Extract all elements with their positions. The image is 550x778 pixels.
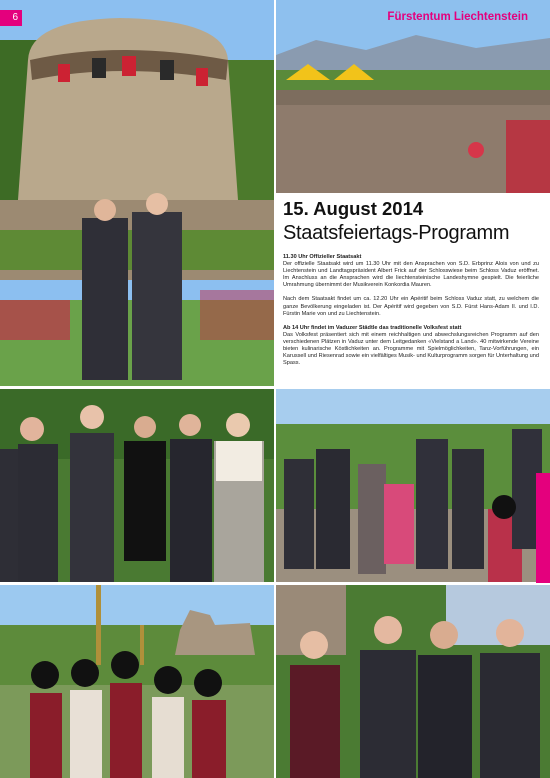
section-1-heading: 11.30 Uhr Offizieller Staatsakt bbox=[283, 254, 362, 260]
section-1-text: Der offizielle Staatsakt wird um 11.30 Uhr mit den Ansprachen von S.D. Erbprinz Alois von und zu Liechtenstein und Landtagspräsident Albert Frick auf der Schlosswiese beim Schloss Vaduz eröffnet. Im Anschluss an die Ansprachen wird die liechtensteinische Landeshymne gespielt. Die feierliche Umrahmung übernimmt der Musikverein Konkordia Mauren. bbox=[283, 261, 539, 289]
section-2-text: Nach dem Staatsakt findet um ca. 12.20 Uhr ein Apéritif beim Schloss Vaduz statt, zu welchem die ganze Bevölkerung eingeladen ist. Der Apéritif wird gegeben von S.D. Fürst Hans-Adam II. und I.D. Fürstin Marie von und zu Liechtenstein. bbox=[283, 296, 539, 317]
section-3 bbox=[283, 325, 539, 368]
article-body bbox=[283, 254, 539, 367]
women-in-traditional-dress-photo bbox=[0, 585, 274, 778]
section-1 bbox=[283, 254, 539, 289]
guests-with-drinks-photo bbox=[276, 585, 550, 778]
section-3-text: Das Volksfest präsentiert sich mit einem reichhaltigen und abwechslungsreichen Programm auf den verschiedenen Plätzen in Vaduz unter dem Leitgedanken «Vielstand a Land». 40 mitwirkende Vereine bieten kulinarische Köstlichkeiten an. Programme mit Spielmöglichkeiten, Tanz-Vorführungen, ein Karussell und Riesenrad sowie ein vielfältiges Musik- und Kulturprogramm sorgen für Unterhaltung und Spass. bbox=[283, 331, 539, 367]
section-2 bbox=[283, 296, 539, 317]
procession-photo bbox=[276, 389, 550, 582]
page-number: 6 bbox=[0, 10, 22, 26]
side-tab-marker bbox=[536, 473, 550, 583]
section-3-heading: Ab 14 Uhr findet im Vaduzer Städtle das traditionelle Volksfest statt bbox=[283, 324, 462, 331]
article-title: Staatsfeiertags-Programm bbox=[283, 222, 510, 244]
article-date: 15. August 2014 bbox=[283, 198, 424, 219]
crowd-at-meadow-photo bbox=[276, 0, 550, 193]
castle-with-officials-photo bbox=[0, 0, 274, 386]
article bbox=[283, 198, 539, 374]
publication-title: Fürstentum Liechtenstein bbox=[387, 11, 528, 23]
group-guests-photo bbox=[0, 389, 274, 582]
